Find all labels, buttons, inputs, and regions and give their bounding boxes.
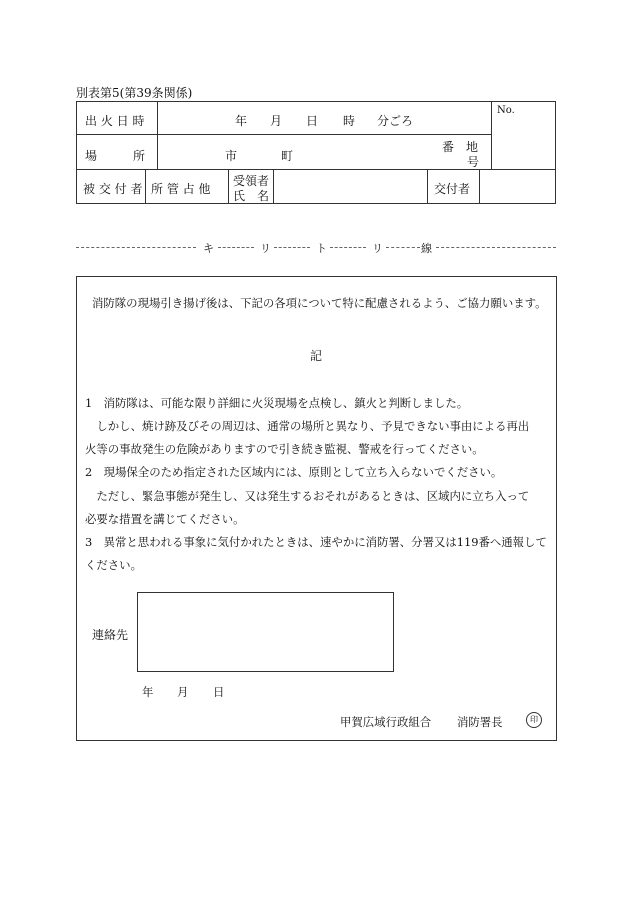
number-label: No. <box>497 105 515 116</box>
town-label: 町 <box>281 149 294 163</box>
notice-line-5: ただし、緊急事態が発生し、又は発生するおそれがあるときは、区域内に立ち入って <box>85 489 530 503</box>
issuer-label: 交付者 <box>434 182 471 196</box>
cut-char-2: リ <box>260 242 271 255</box>
contact-box <box>137 592 394 672</box>
recipient-label: 被 交 付 者 <box>83 182 143 196</box>
cut-char-1: キ <box>203 242 214 255</box>
notice-line-7: 3 異常と思われる事象に気付かれたときは、速やかに消防署、分署又は119番へ通報して <box>85 535 547 549</box>
banchi-label: 番 地 <box>442 140 479 154</box>
contact-label: 連絡先 <box>92 628 129 642</box>
cut-char-3: ト <box>316 242 327 255</box>
notice-line-8: ください。 <box>85 558 142 572</box>
date-month: 月 <box>177 685 189 699</box>
occupant-label: 所 管 占 他 <box>151 182 211 196</box>
notice-intro: 消防隊の現場引き揚げ後は、下記の各項について特に配慮されるよう、ご協力願います。 <box>92 296 547 310</box>
issuer-org: 甲賀広域行政組合 <box>340 715 432 729</box>
datetime-year: 年 <box>235 114 248 128</box>
seal-mark: 印 <box>526 712 542 728</box>
datetime-day: 日 <box>306 114 319 128</box>
cut-char-4: リ <box>372 242 383 255</box>
notice-ki: 記 <box>310 349 323 363</box>
issuer-title: 消防署長 <box>457 715 503 729</box>
notice-line-1: 1 消防隊は、可能な限り詳細に火災現場を点検し、鎮火と判断しました。 <box>85 396 469 410</box>
form-caption: 別表第5(第39条関係) <box>76 86 193 100</box>
date-day: 日 <box>213 685 225 699</box>
cut-line <box>76 240 556 254</box>
place-label: 場 所 <box>85 149 146 163</box>
notice-line-6: 必要な措置を講じてください。 <box>85 512 245 526</box>
go-label: 号 <box>467 155 480 169</box>
fire-date-label: 出 火 日 時 <box>85 114 145 128</box>
receiver-label-1: 受領者 <box>233 174 270 188</box>
fire-info-table <box>76 101 556 204</box>
cut-char-5: 線 <box>421 242 432 255</box>
notice-line-3: 火等の事故発生の危険がありますので引き続き監視、警戒を行ってください。 <box>85 442 484 456</box>
date-year: 年 <box>142 685 154 699</box>
receiver-label-2: 氏 名 <box>233 189 270 203</box>
datetime-hour: 時 <box>343 114 356 128</box>
city-label: 市 <box>225 149 238 163</box>
datetime-month: 月 <box>270 114 283 128</box>
notice-line-2: しかし、焼け跡及びその周辺は、通常の場所と異なり、予見できない事由による再出 <box>85 419 530 433</box>
datetime-minute: 分ごろ <box>377 114 414 128</box>
notice-line-4: 2 現場保全のため指定された区域内には、原則として立ち入らないでください。 <box>85 465 503 479</box>
